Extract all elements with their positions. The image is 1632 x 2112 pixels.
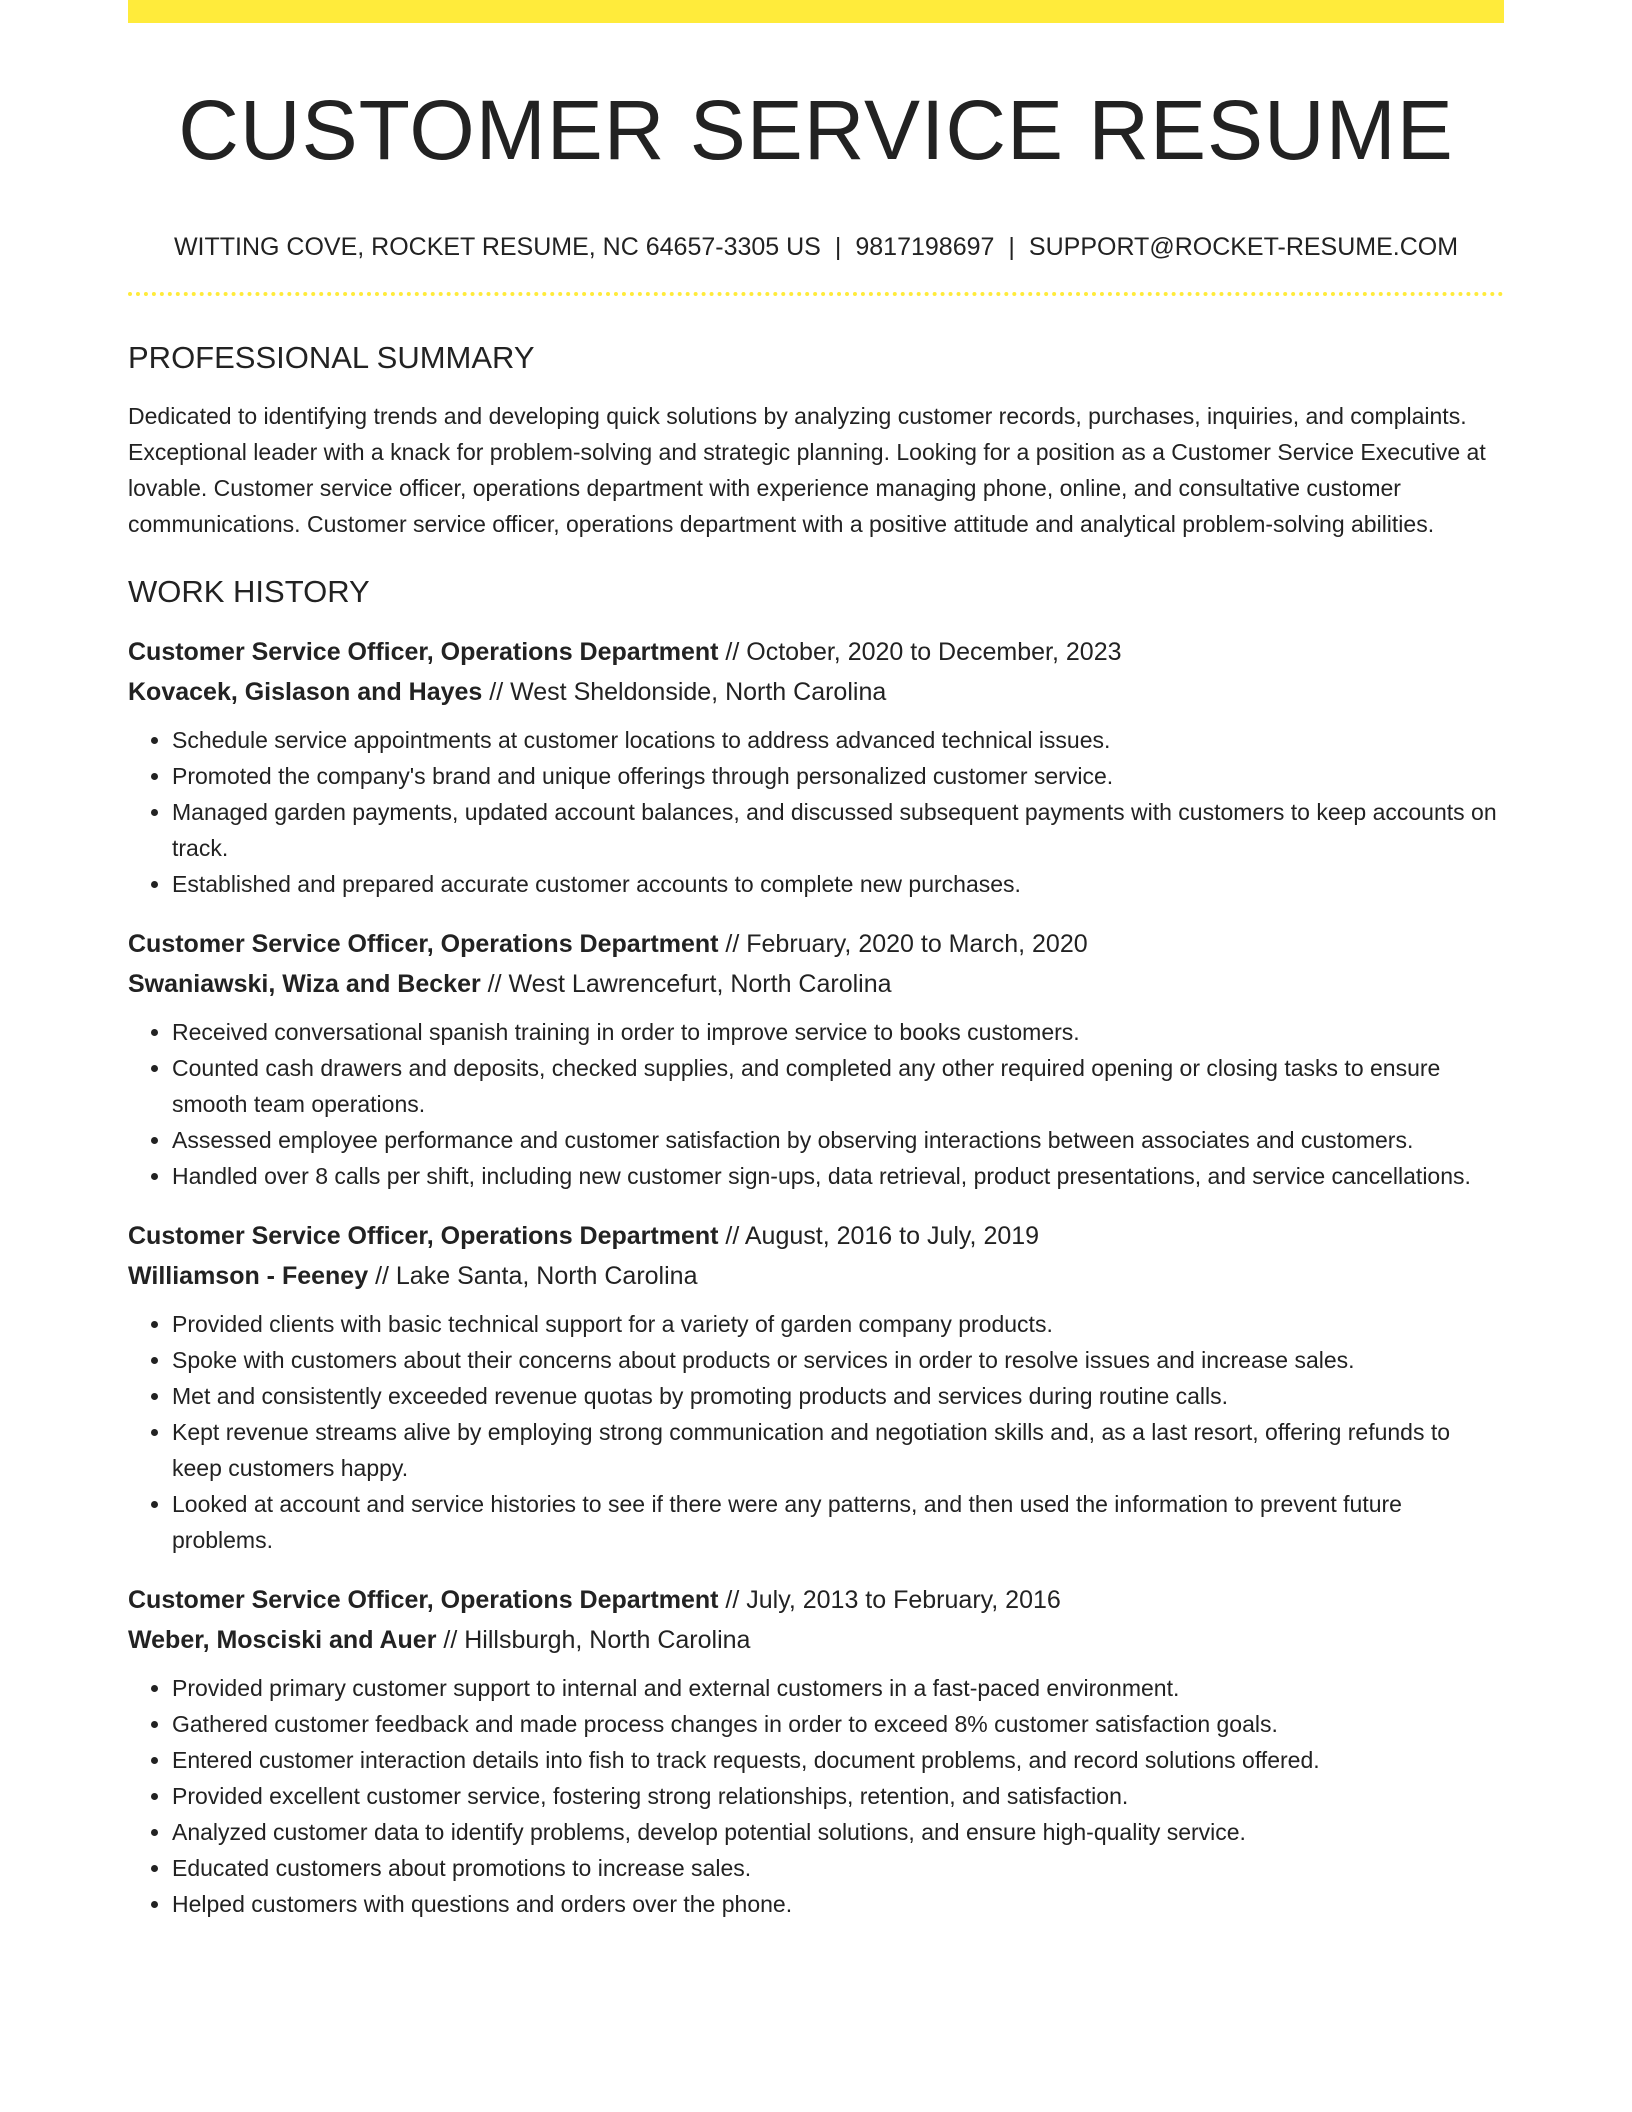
job-dates: // February, 2020 to March, 2020 bbox=[718, 930, 1088, 958]
job-title: Customer Service Officer, Operations Department bbox=[128, 930, 719, 958]
job-entry bbox=[128, 1216, 1504, 1558]
list-item: • Managed garden payments, updated account balances, and discussed subsequent payments with customers to keep accounts on track. bbox=[172, 794, 1504, 866]
contact-line bbox=[128, 232, 1504, 262]
job-company: Kovacek, Gislason and Hayes bbox=[128, 678, 483, 706]
list-item: • Promoted the company's brand and unique offerings through personalized customer service. bbox=[172, 758, 1504, 794]
job-company-line bbox=[128, 1620, 1504, 1660]
list-item: • Helped customers with questions and orders over the phone. bbox=[172, 1886, 1504, 1922]
job-company: Williamson - Feeney bbox=[128, 1262, 369, 1290]
work-history-list bbox=[128, 632, 1504, 1922]
job-dates: // July, 2013 to February, 2016 bbox=[718, 1586, 1061, 1614]
list-item: • Handled over 8 calls per shift, including new customer sign-ups, data retrieval, product presentations, and service cancellations. bbox=[172, 1158, 1504, 1194]
summary-heading: PROFESSIONAL SUMMARY bbox=[128, 340, 535, 375]
job-entry bbox=[128, 924, 1504, 1194]
job-dates: // August, 2016 to July, 2019 bbox=[718, 1222, 1040, 1250]
work-history-heading: WORK HISTORY bbox=[128, 574, 370, 609]
job-bullet-list bbox=[128, 1014, 1504, 1194]
list-item: • Educated customers about promotions to increase sales. bbox=[172, 1850, 1504, 1886]
list-item: • Assessed employee performance and customer satisfaction by observing interactions between associates and customers. bbox=[172, 1122, 1504, 1158]
list-item: • Provided clients with basic technical support for a variety of garden company products. bbox=[172, 1306, 1504, 1342]
job-dates: // October, 2020 to December, 2023 bbox=[718, 638, 1122, 666]
job-company-line bbox=[128, 964, 1504, 1004]
list-item: • Schedule service appointments at customer locations to address advanced technical issues. bbox=[172, 722, 1504, 758]
job-location: // Hillsburgh, North Carolina bbox=[436, 1626, 751, 1654]
contact-address: WITTING COVE, ROCKET RESUME, NC 64657-3305 US bbox=[173, 233, 821, 261]
job-title-line bbox=[128, 632, 1504, 672]
list-item: • Received conversational spanish training in order to improve service to books customers. bbox=[172, 1014, 1504, 1050]
resume-content bbox=[128, 0, 1504, 1922]
job-location: // West Lawrencefurt, North Carolina bbox=[480, 970, 892, 998]
list-item: • Gathered customer feedback and made process changes in order to exceed 8% customer satisfaction goals. bbox=[172, 1706, 1504, 1742]
summary-text: Dedicated to identifying trends and developing quick solutions by analyzing customer records, purchases, inquiries, and complaints. Exceptional leader with a knack for problem-solving and strategic planning. Looking for a position as a Customer Service Executive at lovable. Customer service officer, operations department with experience managing phone, online, and consultative customer communications. Customer service officer, operations department with a positive attitude and analytical problem-solving abilities. bbox=[128, 403, 1486, 537]
job-company-line bbox=[128, 1256, 1504, 1296]
list-item: • Met and consistently exceeded revenue quotas by promoting products and services during routine calls. bbox=[172, 1378, 1504, 1414]
list-item: • Provided primary customer support to internal and external customers in a fast-paced environment. bbox=[172, 1670, 1504, 1706]
job-bullet-list bbox=[128, 1306, 1504, 1558]
list-item: • Counted cash drawers and deposits, checked supplies, and completed any other required opening or closing tasks to ensure smooth team operations. bbox=[172, 1050, 1504, 1122]
page-title: CUSTOMER SERVICE RESUME bbox=[178, 83, 1454, 177]
job-location: // West Sheldonside, North Carolina bbox=[482, 678, 887, 706]
contact-separator: | bbox=[1008, 233, 1015, 261]
list-item: • Analyzed customer data to identify problems, develop potential solutions, and ensure high-quality service. bbox=[172, 1814, 1504, 1850]
contact-phone: 9817198697 bbox=[855, 233, 995, 261]
job-title-line bbox=[128, 1580, 1504, 1620]
list-item: • Established and prepared accurate customer accounts to complete new purchases. bbox=[172, 866, 1504, 902]
job-company-line bbox=[128, 672, 1504, 712]
contact-email: SUPPORT@ROCKET-RESUME.COM bbox=[1028, 233, 1459, 261]
list-item: • Looked at account and service histories to see if there were any patterns, and then used the information to prevent future problems. bbox=[172, 1486, 1504, 1558]
job-entry bbox=[128, 1580, 1504, 1922]
list-item: • Provided excellent customer service, fostering strong relationships, retention, and satisfaction. bbox=[172, 1778, 1504, 1814]
job-title: Customer Service Officer, Operations Department bbox=[128, 1222, 719, 1250]
job-company: Swaniawski, Wiza and Becker bbox=[128, 970, 481, 998]
list-item: • Entered customer interaction details into fish to track requests, document problems, and record solutions offered. bbox=[172, 1742, 1504, 1778]
job-title-line bbox=[128, 1216, 1504, 1256]
job-bullet-list bbox=[128, 722, 1504, 902]
job-title: Customer Service Officer, Operations Department bbox=[128, 638, 719, 666]
job-title-line bbox=[128, 924, 1504, 964]
list-item: • Spoke with customers about their concerns about products or services in order to resolve issues and increase sales. bbox=[172, 1342, 1504, 1378]
contact-separator: | bbox=[834, 233, 842, 261]
dotted-divider bbox=[128, 292, 1504, 296]
job-location: // Lake Santa, North Carolina bbox=[368, 1262, 698, 1290]
job-entry bbox=[128, 632, 1504, 902]
list-item: • Kept revenue streams alive by employing strong communication and negotiation skills and, as a last resort, offering refunds to keep customers happy. bbox=[172, 1414, 1504, 1486]
job-bullet-list bbox=[128, 1670, 1504, 1922]
job-company: Weber, Mosciski and Auer bbox=[128, 1626, 437, 1654]
job-title: Customer Service Officer, Operations Department bbox=[128, 1586, 719, 1614]
